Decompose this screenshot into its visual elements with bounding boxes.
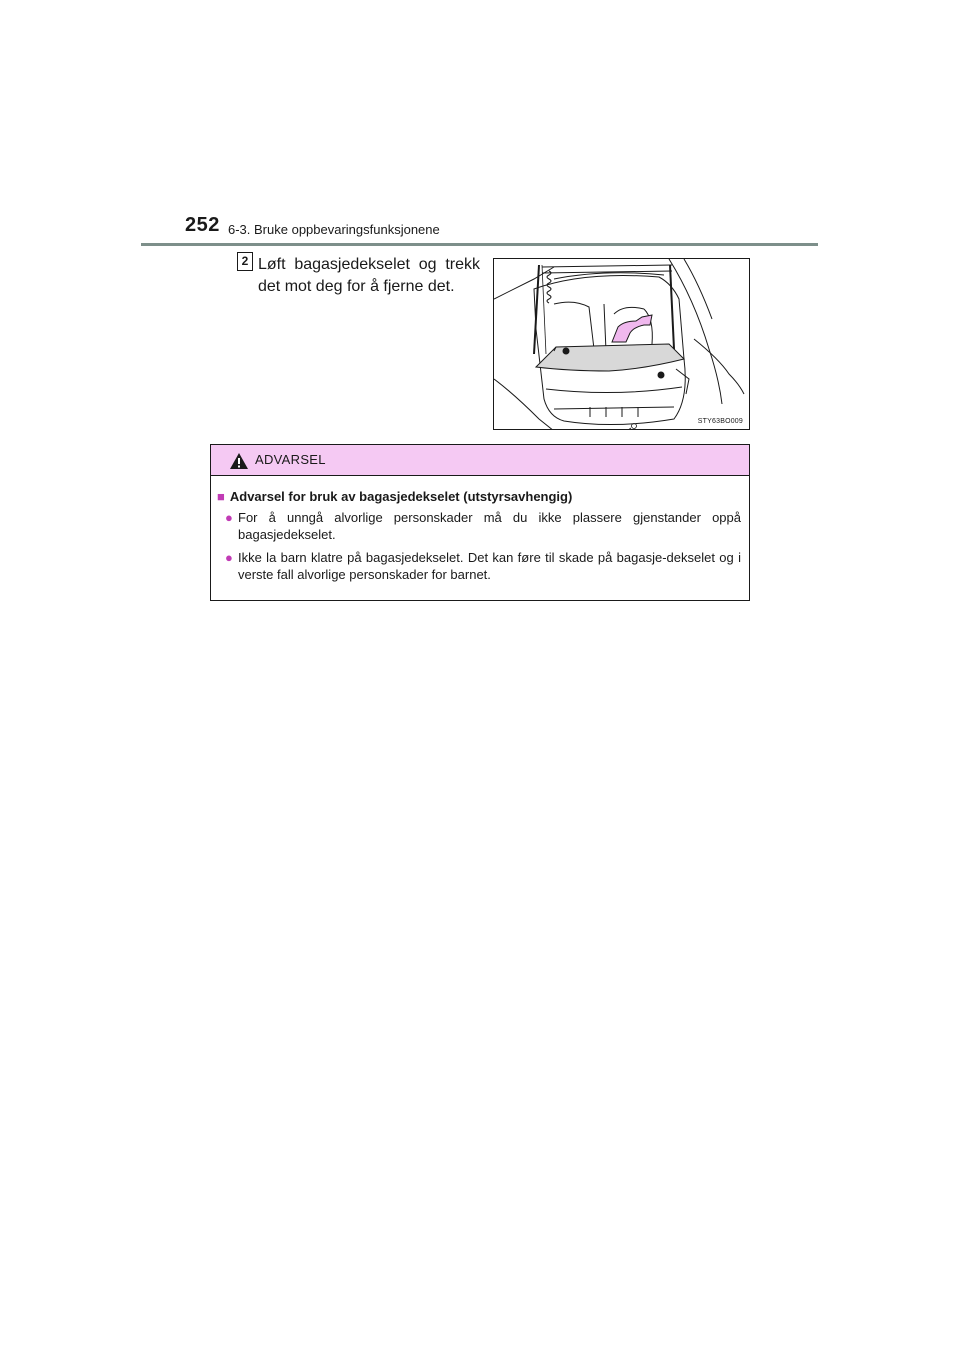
circle-bullet-icon: ● [225, 550, 233, 565]
warning-box [210, 444, 750, 601]
circle-bullet-icon: ● [225, 510, 233, 525]
step-number-box: 2 [237, 252, 253, 271]
trunk-drawing [494, 259, 750, 430]
trunk-illustration [493, 258, 750, 430]
warning-title: ADVARSEL [255, 452, 326, 467]
warning-heading [217, 488, 741, 505]
list-item [217, 509, 741, 543]
section-title: 6-3. Bruke oppbevaringsfunksjonene [228, 222, 440, 237]
page-number: 252 [185, 214, 220, 236]
bullet-text: Ikke la barn klatre på bagasjedekselet. Det kan føre til skade på bagasje-dekselet og i verste fall alvorlige personskader for barnet. [238, 550, 741, 582]
figure-code: STY63BO009 [697, 418, 743, 425]
warning-body [211, 476, 749, 583]
square-bullet-icon: ■ [217, 489, 225, 504]
header-rule [141, 243, 818, 246]
lift-arrow [612, 315, 652, 342]
list-item [217, 549, 741, 583]
bullet-text: For å unngå alvorlige personskader må du ikke plassere gjenstander oppå bagasjedekselet. [238, 510, 741, 542]
warning-header [211, 445, 749, 476]
step-instruction: Løft bagasjedekselet og trekk det mot deg for å fjerne det. [258, 256, 480, 295]
warning-triangle-icon [229, 452, 249, 470]
warning-heading-text: Advarsel for bruk av bagasjedekselet (utstyrsavhengig) [229, 489, 573, 504]
